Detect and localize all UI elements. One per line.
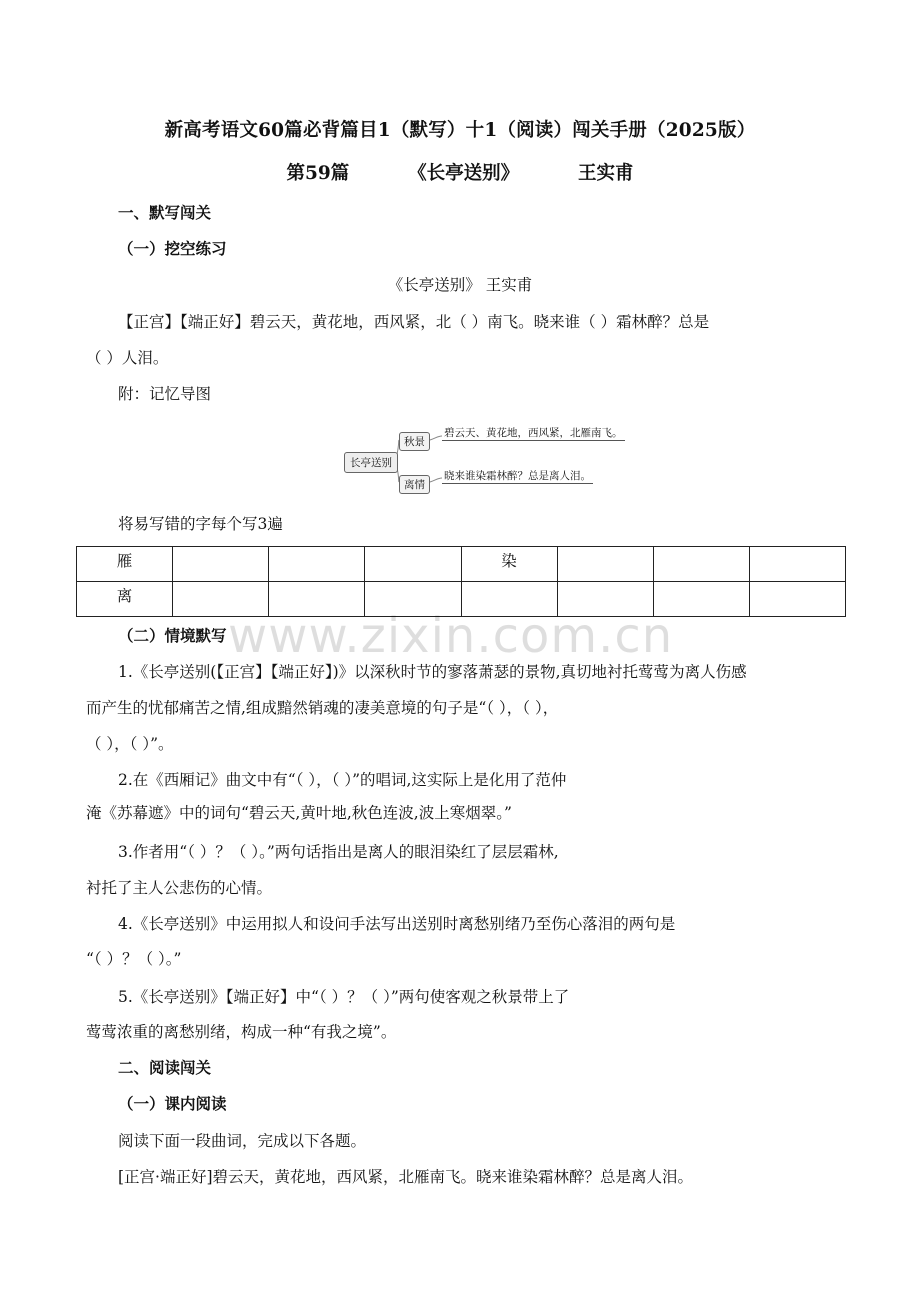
question-1-line-1: 1.《长亭送别(【正宫】【端正好】)》以深秋时节的寥落萧瑟的景物,真切地衬托莺莺为离人伤感 <box>118 663 747 681</box>
question-4-line-1: 4.《长亭送别》中运用拟人和设问手法写出送别时离愁别绪乃至伤心落泪的两句是 <box>118 915 676 933</box>
question-2-line-2: 淹《苏幕遮》中的词句“碧云天,黄叶地,秋色连波,波上寒烟翠。” <box>86 804 512 822</box>
table-cell[interactable] <box>557 547 653 582</box>
table-cell[interactable] <box>653 547 749 582</box>
practice-char-yan: 雁 <box>116 552 133 570</box>
subsection-heading-context-dictation: （二）情境默写 <box>118 626 227 645</box>
practice-char-li: 离 <box>116 587 133 605</box>
appendix-label: 附：记忆导图 <box>118 385 212 403</box>
practice-instruction: 将易写错的字每个写3遍 <box>118 515 283 533</box>
document-title: 新高考语文60篇必背篇目1（默写）十1（阅读）闯关手册（2025版） <box>164 120 756 141</box>
fill-blank-line-2: （ ）人泪。 <box>86 349 169 367</box>
character-practice-table <box>76 546 846 617</box>
memory-mind-map <box>340 420 630 496</box>
question-1-line-2: 而产生的忧郁痛苦之情,组成黯然销魂的凄美意境的句子是“（ ），（ ）， <box>86 699 559 717</box>
table-cell[interactable] <box>749 547 845 582</box>
mind-map-leaf-scenery: 碧云天、黄花地，西风紧，北雁南飞。 <box>444 427 623 439</box>
mind-map-leaf-emotion: 晓来谁染霜林醉？总是离人泪。 <box>444 470 591 482</box>
reading-passage: [正宫·端正好]碧云天，黄花地，西风紧，北雁南飞。晓来谁染霜林醉？总是离人泪。 <box>118 1168 694 1186</box>
question-3-line-2: 衬托了主人公悲伤的心情。 <box>86 879 273 897</box>
mind-map-branch-emotion: 离情 <box>399 475 430 494</box>
table-cell <box>461 547 557 582</box>
mind-map-branch-scenery: 秋景 <box>399 432 430 451</box>
table-cell <box>77 582 173 617</box>
question-5-line-2: 莺莺浓重的离愁别绪，构成一种“有我之境”。 <box>86 1023 397 1041</box>
lesson-author: 王实甫 <box>578 163 634 184</box>
question-5-line-1: 5.《长亭送别》【端正好】中“（ ）？（ ）”两句使客观之秋景带上了 <box>118 988 570 1006</box>
table-cell[interactable] <box>365 547 461 582</box>
section-heading-reading: 二、阅读闯关 <box>118 1058 212 1077</box>
table-cell[interactable] <box>269 547 365 582</box>
table-cell[interactable] <box>749 582 845 617</box>
subsection-heading-in-class-reading: （一）课内阅读 <box>118 1094 227 1113</box>
question-1-line-3: （ ），（ ）”。 <box>86 735 174 753</box>
lesson-work-title: 《长亭送别》 <box>408 163 520 184</box>
mind-map-root: 长亭送别 <box>344 452 398 473</box>
watermark: www.zixin.com.cn <box>228 608 674 664</box>
table-cell <box>77 547 173 582</box>
question-4-line-2: “（ ）？（ ）。” <box>86 950 182 968</box>
lesson-subtitle <box>0 159 920 185</box>
subsection-heading-fill-blank: （一）挖空练习 <box>118 239 227 258</box>
section-heading-dictation: 一、默写闯关 <box>118 203 212 222</box>
question-2-line-1: 2.在《西厢记》曲文中有“（ ），（ ）”的唱词,这实际上是化用了范仲 <box>118 771 567 789</box>
table-row <box>77 547 846 582</box>
reading-instruction: 阅读下面一段曲词，完成以下各题。 <box>118 1132 367 1150</box>
table-cell[interactable] <box>173 547 269 582</box>
lesson-number: 第59篇 <box>286 163 350 184</box>
practice-char-ran: 染 <box>501 552 517 570</box>
question-3-line-1: 3.作者用“（ ）？（ ）。”两句话指出是离人的眼泪染红了层层霜林, <box>118 843 559 861</box>
poem-title: 《长亭送别》 王实甫 <box>387 276 533 294</box>
fill-blank-line-1: 【正宫】【端正好】碧云天，黄花地，西风紧，北（ ）南飞。晓来谁（ ）霜林醉？总是 <box>118 313 710 331</box>
